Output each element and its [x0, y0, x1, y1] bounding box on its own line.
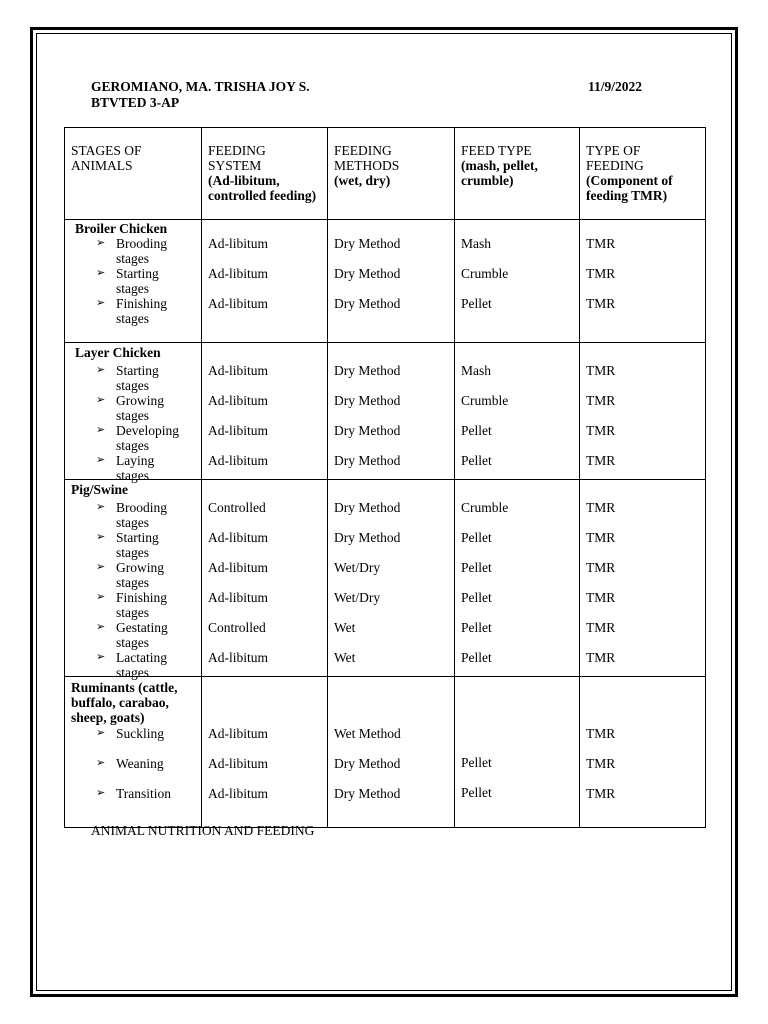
- type-of-feeding-value: TMR: [586, 296, 616, 311]
- feeding-method-value: Dry Method: [334, 756, 401, 771]
- group-title: Ruminants (cattle, buffalo, carabao, sheep, goats): [71, 680, 178, 725]
- value-cell: [328, 220, 455, 343]
- value-cell: [580, 677, 706, 828]
- stage-label: Starting stages: [116, 363, 159, 393]
- value-cell: [580, 343, 706, 480]
- value-cell: [202, 220, 328, 343]
- type-of-feeding-value: TMR: [586, 423, 616, 438]
- arrow-bullet-icon: ➢: [96, 267, 106, 279]
- feeding-method-value: Dry Method: [334, 530, 401, 545]
- feeding-system-value: Ad-libitum: [208, 560, 268, 575]
- feed-type-value: Crumble: [461, 393, 509, 408]
- feeding-system-value: Ad-libitum: [208, 393, 268, 408]
- column-header: [328, 128, 455, 220]
- stage-label: Gestating stages: [116, 620, 168, 650]
- value-cell: [580, 480, 706, 677]
- feeding-system-value: Ad-libitum: [208, 786, 268, 801]
- feeding-method-value: Dry Method: [334, 296, 401, 311]
- value-cell: [202, 480, 328, 677]
- feeding-system-value: Controlled: [208, 620, 266, 635]
- column-header-label: FEED TYPE: [461, 143, 532, 158]
- list-item: [65, 590, 201, 620]
- course-section: BTVTED 3-AP: [91, 95, 180, 110]
- stage-label: Growing stages: [116, 560, 164, 590]
- stage-label: Transition: [116, 786, 172, 801]
- type-of-feeding-value: TMR: [586, 500, 616, 515]
- feeding-system-value: Ad-libitum: [208, 530, 268, 545]
- type-of-feeding-value: TMR: [586, 590, 616, 605]
- list-item: [65, 266, 201, 296]
- feeding-system-value: Ad-libitum: [208, 266, 268, 281]
- arrow-bullet-icon: ➢: [96, 727, 106, 739]
- stage-label: Weaning: [116, 756, 164, 771]
- feed-type-value: Pellet: [461, 296, 492, 311]
- column-header: [202, 128, 328, 220]
- column-header: [580, 128, 706, 220]
- footer-title: ANIMAL NUTRITION AND FEEDING: [91, 823, 315, 838]
- feeding-table: [64, 127, 706, 828]
- value-cell: [328, 343, 455, 480]
- group-row: [65, 677, 706, 828]
- group-title: Broiler Chicken: [75, 221, 168, 236]
- stage-label: Growing stages: [116, 393, 164, 423]
- arrow-bullet-icon: ➢: [96, 651, 106, 663]
- feeding-method-value: Wet: [334, 620, 356, 635]
- arrow-bullet-icon: ➢: [96, 297, 106, 309]
- type-of-feeding-value: TMR: [586, 560, 616, 575]
- stage-label: Starting stages: [116, 530, 159, 560]
- column-header-sub: (mash, pellet, crumble): [461, 158, 538, 188]
- arrow-bullet-icon: ➢: [96, 364, 106, 376]
- stage-label: Finishing stages: [116, 590, 168, 620]
- feed-type-value: Pellet: [461, 423, 492, 438]
- arrow-bullet-icon: ➢: [96, 591, 106, 603]
- feeding-method-value: Dry Method: [334, 363, 401, 378]
- feeding-system-value: Ad-libitum: [208, 236, 268, 251]
- feeding-method-value: Wet Method: [334, 726, 401, 741]
- list-item: [65, 296, 201, 326]
- type-of-feeding-value: TMR: [586, 786, 616, 801]
- value-cell: [455, 480, 580, 677]
- list-item: [65, 500, 201, 530]
- feed-type-value: Mash: [461, 363, 491, 378]
- arrow-bullet-icon: ➢: [96, 787, 106, 799]
- value-cell: [328, 480, 455, 677]
- feeding-method-value: Dry Method: [334, 423, 401, 438]
- column-header-label: TYPE OF FEEDING: [586, 143, 644, 173]
- list-item: [65, 236, 201, 266]
- feed-type-value: Pellet: [461, 590, 492, 605]
- arrow-bullet-icon: ➢: [96, 454, 106, 466]
- document-date: 11/9/2022: [588, 79, 643, 94]
- stage-label: Brooding stages: [116, 236, 168, 266]
- feeding-method-value: Wet/Dry: [334, 560, 381, 575]
- list-item: [65, 726, 201, 741]
- column-header-sub: (Component of feeding TMR): [586, 173, 673, 203]
- feed-type-value: Pellet: [461, 755, 492, 770]
- feed-type-value: Pellet: [461, 560, 492, 575]
- column-header: [455, 128, 580, 220]
- feeding-table-body: [65, 128, 706, 828]
- document-header: [91, 79, 651, 111]
- list-item: [65, 393, 201, 423]
- feeding-method-value: Wet: [334, 650, 356, 665]
- arrow-bullet-icon: ➢: [96, 424, 106, 436]
- type-of-feeding-value: TMR: [586, 620, 616, 635]
- column-header-sub: (Ad-libitum, controlled feeding): [208, 173, 317, 203]
- stage-label: Developing stages: [116, 423, 179, 453]
- column-header-sub: (wet, dry): [334, 173, 391, 188]
- type-of-feeding-value: TMR: [586, 236, 616, 251]
- value-cell: [328, 677, 455, 828]
- feed-type-value: Pellet: [461, 453, 492, 468]
- stage-cell: [65, 480, 202, 680]
- column-header-label: FEEDING SYSTEM: [208, 143, 266, 173]
- stage-label: Laying stages: [116, 453, 155, 483]
- type-of-feeding-value: TMR: [586, 453, 616, 468]
- type-of-feeding-value: TMR: [586, 650, 616, 665]
- feeding-method-value: Dry Method: [334, 786, 401, 801]
- feeding-method-value: Dry Method: [334, 266, 401, 281]
- list-item: [65, 453, 201, 483]
- stage-label: Starting stages: [116, 266, 159, 296]
- arrow-bullet-icon: ➢: [96, 561, 106, 573]
- arrow-bullet-icon: ➢: [96, 237, 106, 249]
- column-header-label: STAGES OF ANIMALS: [71, 143, 142, 173]
- group-row: [65, 220, 706, 343]
- arrow-bullet-icon: ➢: [96, 757, 106, 769]
- feeding-system-value: Ad-libitum: [208, 453, 268, 468]
- type-of-feeding-value: TMR: [586, 530, 616, 545]
- value-cell: [202, 343, 328, 480]
- feeding-method-value: Dry Method: [334, 500, 401, 515]
- stage-label: Suckling: [116, 726, 165, 741]
- list-item: [65, 530, 201, 560]
- stage-cell: [65, 220, 202, 343]
- stage-cell: [65, 677, 202, 828]
- column-header-label: FEEDING METHODS: [334, 143, 400, 173]
- student-name: GEROMIANO, MA. TRISHA JOY S.: [91, 79, 310, 94]
- feeding-method-value: Dry Method: [334, 236, 401, 251]
- list-item: [65, 756, 201, 771]
- feed-type-value: Pellet: [461, 650, 492, 665]
- feeding-system-value: Ad-libitum: [208, 756, 268, 771]
- feed-type-value: Crumble: [461, 266, 509, 281]
- feed-type-value: Pellet: [461, 620, 492, 635]
- list-item: [65, 786, 201, 801]
- stage-label: Brooding stages: [116, 500, 168, 530]
- list-item: [65, 363, 201, 393]
- arrow-bullet-icon: ➢: [96, 621, 106, 633]
- value-cell: [202, 677, 328, 828]
- stage-label: Lactating stages: [116, 650, 167, 680]
- feeding-system-value: Ad-libitum: [208, 423, 268, 438]
- arrow-bullet-icon: ➢: [96, 531, 106, 543]
- value-cell: [455, 677, 580, 828]
- feed-type-value: Crumble: [461, 500, 509, 515]
- list-item: [65, 423, 201, 453]
- type-of-feeding-value: TMR: [586, 266, 616, 281]
- column-header: [65, 128, 202, 220]
- stage-label: Finishing stages: [116, 296, 168, 326]
- type-of-feeding-value: TMR: [586, 756, 616, 771]
- value-cell: [455, 220, 580, 343]
- feeding-system-value: Ad-libitum: [208, 650, 268, 665]
- group-row: [65, 480, 706, 677]
- feeding-system-value: Ad-libitum: [208, 296, 268, 311]
- feeding-method-value: Wet/Dry: [334, 590, 381, 605]
- feeding-system-value: Ad-libitum: [208, 363, 268, 378]
- feed-type-value: Pellet: [461, 785, 492, 800]
- feed-type-value: Pellet: [461, 530, 492, 545]
- type-of-feeding-value: TMR: [586, 726, 616, 741]
- group-title: Layer Chicken: [75, 345, 161, 360]
- list-item: [65, 620, 201, 650]
- feed-type-value: Mash: [461, 236, 491, 251]
- table-header-row: [65, 128, 706, 220]
- arrow-bullet-icon: ➢: [96, 501, 106, 513]
- list-item: [65, 560, 201, 590]
- feeding-system-value: Controlled: [208, 500, 266, 515]
- list-item: [65, 650, 201, 680]
- group-title: Pig/Swine: [71, 482, 129, 497]
- feeding-method-value: Dry Method: [334, 393, 401, 408]
- arrow-bullet-icon: ➢: [96, 394, 106, 406]
- stage-cell: [65, 343, 202, 483]
- value-cell: [580, 220, 706, 343]
- feeding-system-value: Ad-libitum: [208, 590, 268, 605]
- group-row: [65, 343, 706, 480]
- type-of-feeding-value: TMR: [586, 393, 616, 408]
- feeding-system-value: Ad-libitum: [208, 726, 268, 741]
- type-of-feeding-value: TMR: [586, 363, 616, 378]
- value-cell: [455, 343, 580, 480]
- feeding-method-value: Dry Method: [334, 453, 401, 468]
